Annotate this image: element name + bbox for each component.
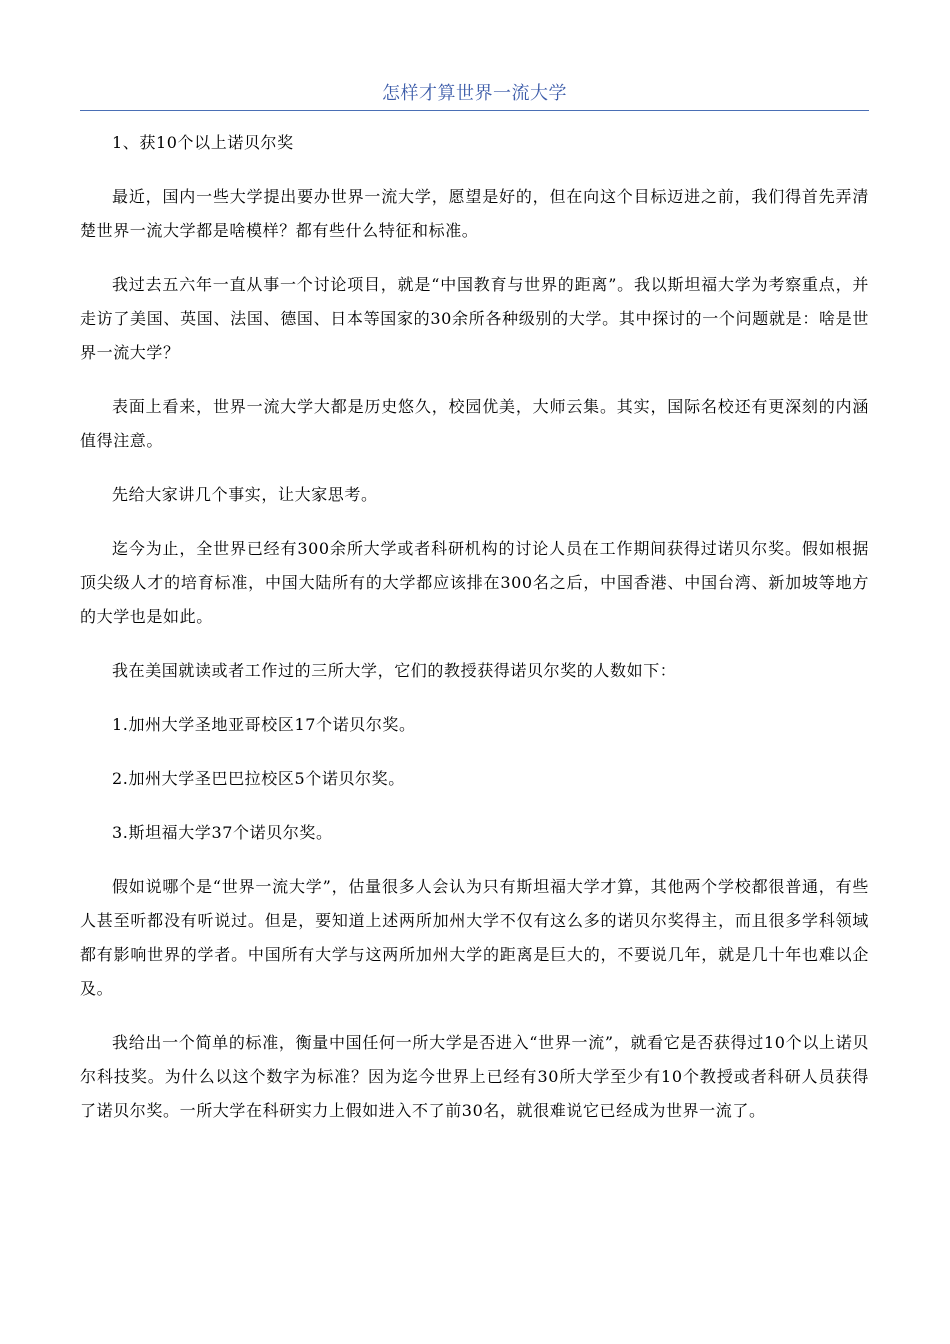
list-item: 1.加州大学圣地亚哥校区17个诺贝尔奖。 <box>112 715 416 734</box>
paragraph: 假如说哪个是“世界一流大学”，估量很多人会认为只有斯坦福大学才算，其他两个学校都很普通，有些人甚至听都没有听说过。但是，要知道上述两所加州大学不仅有这么多的诺贝尔奖得主，而且很多学科领域都有影响世界的学者。中国所有大学与这两所加州大学的距离是巨大的，不要说几年，就是几十年也难以企及。 <box>80 877 869 998</box>
paragraph: 我在美国就读或者工作过的三所大学，它们的教授获得诺贝尔奖的人数如下： <box>112 661 677 680</box>
paragraph: 表面上看来，世界一流大学大都是历史悠久，校园优美，大师云集。其实，国际名校还有更深刻的内涵值得注意。 <box>80 397 869 450</box>
paragraph: 我过去五六年一直从事一个讨论项目，就是“中国教育与世界的距离”。我以斯坦福大学为考察重点，并走访了美国、英国、法国、德国、日本等国家的30余所各种级别的大学。其中探讨的一个问题就是：啥是世界一流大学？ <box>80 275 869 362</box>
paragraph: 最近，国内一些大学提出要办世界一流大学，愿望是好的，但在向这个目标迈进之前，我们得首先弄清楚世界一流大学都是啥模样？都有些什么特征和标准。 <box>80 187 869 240</box>
paragraph: 我给出一个简单的标准，衡量中国任何一所大学是否进入“世界一流”，就看它是否获得过10个以上诺贝尔科技奖。为什么以这个数字为标准？因为迄今世界上已经有30所大学至少有10个教授或者科研人员获得了诺贝尔奖。一所大学在科研实力上假如进入不了前30名，就很难说它已经成为世界一流了。 <box>80 1033 869 1120</box>
list-item: 2.加州大学圣巴巴拉校区5个诺贝尔奖。 <box>112 769 405 788</box>
section-heading: 1、获10个以上诺贝尔奖 <box>112 133 294 152</box>
paragraph: 迄今为止，全世界已经有300余所大学或者科研机构的讨论人员在工作期间获得过诺贝尔奖。假如根据顶尖级人才的培育标准，中国大陆所有的大学都应该排在300名之后，中国香港、中国台湾、新加坡等地方的大学也是如此。 <box>80 539 869 626</box>
list-item: 3.斯坦福大学37个诺贝尔奖。 <box>112 823 333 842</box>
page-title: 怎样才算世界一流大学 <box>382 83 567 104</box>
page-header <box>80 80 869 111</box>
paragraph: 先给大家讲几个事实，让大家思考。 <box>112 485 378 504</box>
document-body <box>80 126 869 1148</box>
